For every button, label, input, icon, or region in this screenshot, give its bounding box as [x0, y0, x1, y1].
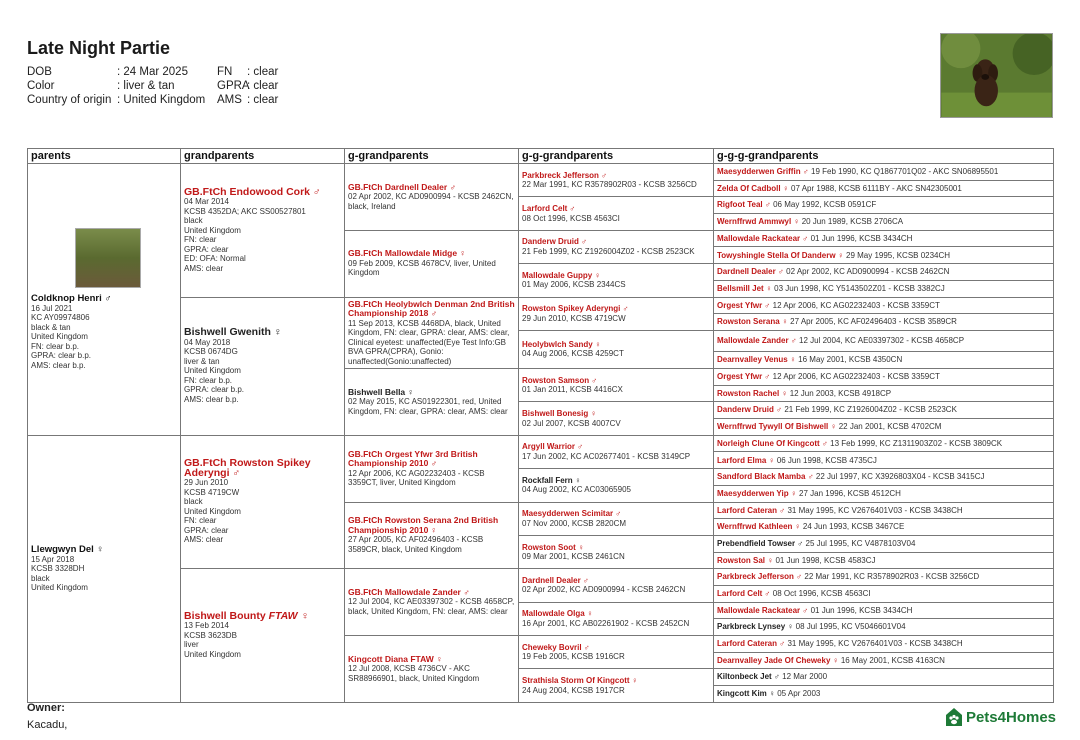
col-g-g-g-grandparents: g-g-g-grandparents — [714, 149, 1054, 164]
parent-name: Llewgwyn Del ♀ — [31, 544, 104, 555]
pedigree-row — [28, 164, 1054, 181]
g-grandparent-cell — [345, 435, 519, 502]
g-g-g-grandparent-details: 31 May 1995, KC V2676401V03 - KCSB 3438CH — [787, 505, 963, 515]
grandparent-cell — [181, 435, 345, 569]
owner-value: Kacadu, — [27, 719, 68, 731]
g-g-g-grandparent-cell — [714, 330, 1054, 351]
g-g-g-grandparent-name: Dardnell Dealer ♂ — [717, 267, 784, 277]
grandparent-details: 04 May 2018 KCSB 0674DG liver & tan United Kingdom FN: clear b.p. GPRA: clear b.p. AMS: clear b.p. — [184, 337, 245, 404]
g-g-g-grandparent-cell — [714, 230, 1054, 247]
g-g-g-grandparent-cell — [714, 652, 1054, 669]
g-g-g-grandparent-details: 01 Jun 1998, KCSB 4583CJ — [775, 555, 876, 565]
g-g-g-grandparent-details: 22 Mar 1991, KC R3578902R03 - KCSB 3256CD — [804, 572, 980, 582]
g-g-g-grandparent-cell — [714, 485, 1054, 502]
g-grandparent-name: GB.FtCh Heolybwlch Denman 2nd British Championship 2018 ♂ — [348, 298, 515, 318]
g-g-g-grandparent-details: 24 Jun 1993, KCSB 3467CE — [802, 522, 905, 532]
g-g-g-grandparent-name: Mallowdale Zander ♂ — [717, 336, 797, 346]
g-grandparent-details: 02 Apr 2002, KC AD0900994 - KCSB 2462CN, black, Ireland — [348, 192, 514, 211]
parent-cell — [28, 164, 181, 436]
g-g-g-grandparent-name: Orgest Yfwr ♂ — [717, 372, 771, 382]
fn-label: FN — [217, 66, 233, 78]
g-g-g-grandparent-details: 29 May 1995, KCSB 0234CH — [846, 250, 951, 260]
g-grandparent-name: GB.FtCh Dardnell Dealer ♂ — [348, 181, 456, 192]
g-g-g-grandparent-name: Mallowdale Rackatear ♂ — [717, 233, 809, 243]
g-g-grandparent-cell — [519, 569, 714, 602]
g-g-g-grandparent-details: 12 Jul 2004, KC AE03397302 - KCSB 4658CP — [799, 336, 965, 346]
g-g-g-grandparent-details: 12 Apr 2006, KC AG02232403 - KCSB 3359CT — [772, 372, 940, 382]
dog-photo — [940, 33, 1053, 118]
g-g-grandparent-cell — [519, 297, 714, 330]
g-g-grandparent-details: 29 Jun 2010, KCSB 4719CW — [522, 313, 626, 323]
g-g-g-grandparent-cell — [714, 197, 1054, 214]
g-grandparent-name: GB.FtCh Mallowdale Midge ♀ — [348, 248, 466, 259]
g-g-g-grandparent-cell — [714, 419, 1054, 436]
grandparent-cell — [181, 297, 345, 435]
g-g-g-grandparent-details: 12 Mar 2000 — [782, 672, 828, 682]
g-g-grandparent-name: Heolybwlch Sandy ♀ — [522, 339, 601, 349]
g-g-grandparent-details: 22 Mar 1991, KC R3578902R03 - KCSB 3256CD — [522, 180, 697, 190]
g-g-g-grandparent-name: Rowston Rachel ♀ — [717, 388, 788, 398]
g-g-g-grandparent-details: 12 Apr 2006, KC AG02232403 - KCSB 3359CT — [772, 300, 940, 310]
g-g-g-grandparent-details: 01 Jun 1996, KCSB 3434CH — [810, 233, 913, 243]
sire-photo — [75, 228, 141, 288]
g-g-g-grandparent-name: Larford Celt ♂ — [717, 589, 771, 599]
origin-label: Country of origin — [27, 94, 112, 106]
g-g-grandparent-cell — [519, 164, 714, 197]
g-grandparent-cell — [345, 569, 519, 636]
g-g-g-grandparent-details: 16 May 2001, KCSB 4350CN — [798, 355, 903, 365]
g-g-g-grandparent-cell — [714, 552, 1054, 569]
g-grandparent-name: GB.FtCh Orgest Yfwr 3rd British Championship 2010 ♂ — [348, 448, 478, 469]
g-g-grandparent-cell — [519, 669, 714, 702]
ams-value: : clear — [247, 94, 279, 106]
g-g-grandparent-name: Dardnell Dealer ♂ — [522, 575, 589, 585]
col-g-g-grandparents: g-g-grandparents — [519, 149, 714, 164]
g-g-g-grandparent-cell — [714, 469, 1054, 486]
g-g-g-grandparent-name: Wernffrwd Ammwyl ♀ — [717, 217, 800, 227]
g-g-grandparent-name: Parkbreck Jefferson ♂ — [522, 170, 608, 180]
g-grandparent-name: Bishwell Bella ♀ — [348, 386, 414, 397]
g-grandparent-name: GB.FtCh Mallowdale Zander ♂ — [348, 586, 470, 597]
g-g-g-grandparent-cell — [714, 180, 1054, 197]
g-g-g-grandparent-cell — [714, 402, 1054, 419]
g-g-g-grandparent-cell — [714, 314, 1054, 331]
g-g-g-grandparent-details: 01 Jun 1996, KCSB 3434CH — [810, 605, 913, 615]
g-grandparent-details: 12 Jul 2008, KCSB 4736CV - AKC SR88966901, black, United Kingdom — [348, 664, 480, 683]
gpra-value: : clear — [247, 80, 279, 92]
g-g-g-grandparent-name: Zelda Of Cadboll ♀ — [717, 183, 789, 193]
g-g-g-grandparent-cell — [714, 569, 1054, 586]
g-g-g-grandparent-details: 31 May 1995, KC V2676401V03 - KCSB 3438CH — [787, 639, 963, 649]
gpra-label: GPRA — [217, 80, 250, 92]
pedigree-row — [28, 297, 1054, 314]
g-g-g-grandparent-cell — [714, 502, 1054, 519]
g-g-g-grandparent-name: Bellsmill Jet ♀ — [717, 283, 772, 293]
grandparent-cell — [181, 164, 345, 298]
g-g-g-grandparent-details: 12 Jun 2003, KCSB 4918CP — [789, 388, 892, 398]
g-g-grandparent-details: 02 Jul 2007, KCSB 4007CV — [522, 418, 621, 428]
g-g-g-grandparent-details: 16 May 2001, KCSB 4163CN — [840, 655, 945, 665]
g-g-g-grandparent-name: Orgest Yfwr ♂ — [717, 300, 771, 310]
dob-label: DOB — [27, 66, 52, 78]
g-grandparent-cell — [345, 230, 519, 297]
g-g-g-grandparent-details: 05 Apr 2003 — [777, 689, 821, 699]
g-g-grandparent-details: 01 Jan 2011, KCSB 4416CX — [522, 385, 623, 395]
g-g-g-grandparent-cell — [714, 452, 1054, 469]
g-g-grandparent-cell — [519, 402, 714, 435]
dob-value: : 24 Mar 2025 — [117, 66, 188, 78]
g-g-grandparent-name: Rockfall Fern ♀ — [522, 475, 581, 485]
dog-info — [27, 65, 727, 107]
g-g-g-grandparent-cell — [714, 369, 1054, 386]
g-g-grandparent-cell — [519, 469, 714, 502]
g-g-g-grandparent-name: Prebendfield Towser ♂ — [717, 538, 804, 548]
g-g-grandparent-name: Rowston Samson ♂ — [522, 375, 598, 385]
g-g-grandparent-name: Argyll Warrior ♂ — [522, 442, 584, 452]
g-g-g-grandparent-details: 06 Jun 1998, KCSB 4735CJ — [776, 455, 877, 465]
g-grandparent-details: 11 Sep 2013, KCSB 4468DA, black, United Kingdom, FN: clear, GPRA: clear, AMS: clear, Clinical eyetest: unaffected(Eye Test Info:GB BVA GPRA(CPRA), Gonio: unaffected(Gonio:unaffected) — [348, 318, 510, 366]
g-g-grandparent-cell — [519, 330, 714, 368]
g-g-g-grandparent-details: 13 Feb 1999, KC Z1311903Z02 - KCSB 3809CK — [830, 438, 1003, 448]
g-g-grandparent-cell — [519, 636, 714, 669]
g-g-g-grandparent-details: 02 Apr 2002, KC AD0900994 - KCSB 2462CN — [786, 267, 950, 277]
owner-label: Owner: — [27, 702, 65, 714]
g-g-g-grandparent-name: Dearnvalley Jade Of Cheweky ♀ — [717, 655, 839, 665]
g-g-grandparent-details: 07 Nov 2000, KCSB 2820CM — [522, 518, 627, 528]
g-g-grandparent-details: 16 Apr 2001, KC AB02261902 - KCSB 2452CN — [522, 618, 690, 628]
g-g-g-grandparent-details: 21 Feb 1999, KC Z1926004Z02 - KCSB 2523CK — [784, 405, 957, 415]
g-g-grandparent-details: 09 Mar 2001, KCSB 2461CN — [522, 552, 625, 562]
brand-name: Pets4Homes — [965, 708, 1056, 726]
brand-logo[interactable] — [945, 707, 1056, 727]
grandparent-name: Endowood Cork ♂ — [229, 185, 321, 198]
g-g-grandparent-details: 21 Feb 1999, KC Z1926004Z02 - KCSB 2523CK — [522, 246, 695, 256]
g-g-g-grandparent-details: 03 Jun 1998, KC Y5143502Z01 - KCSB 3382CJ — [774, 283, 945, 293]
g-g-g-grandparent-details: 06 May 1992, KCSB 0591CF — [773, 200, 877, 210]
g-g-g-grandparent-name: Maesydderwen Griffin ♂ — [717, 167, 809, 177]
g-g-g-grandparent-cell — [714, 636, 1054, 653]
g-g-g-grandparent-cell — [714, 264, 1054, 281]
g-grandparent-cell — [345, 636, 519, 703]
g-grandparent-details: 09 Feb 2009, KCSB 4678CV, liver, United Kingdom — [348, 258, 496, 278]
g-g-g-grandparent-name: Larford Cateran ♂ — [717, 639, 786, 649]
g-g-grandparent-name: Maesydderwen Scimitar ♂ — [522, 509, 622, 519]
g-g-grandparent-details: 08 Oct 1996, KCSB 4563CI — [522, 213, 620, 223]
g-grandparent-cell — [345, 369, 519, 436]
grandparent-name: Bishwell Bounty — [184, 609, 266, 622]
parent-cell — [28, 435, 181, 702]
g-g-g-grandparent-cell — [714, 385, 1054, 402]
g-g-g-grandparent-cell — [714, 669, 1054, 686]
g-g-grandparent-name: Mallowdale Olga ♀ — [522, 609, 593, 619]
g-g-g-grandparent-name: Larford Elma ♀ — [717, 455, 775, 465]
g-grandparent-details: 27 Apr 2005, KC AF02496403 - KCSB 3589CR, black, United Kingdom — [348, 535, 484, 554]
g-grandparent-name: Kingcott Diana FTAW ♀ — [348, 653, 443, 664]
g-g-grandparent-name: Cheweky Bovril ♂ — [522, 642, 590, 652]
g-g-grandparent-name: Bishwell Bonesig ♀ — [522, 409, 597, 419]
parent-details: 16 Jul 2021 KC AY09974806 black & tan United Kingdom FN: clear b.p. GPRA: clear b.p. AMS: clear b.p. — [31, 303, 92, 370]
g-g-g-grandparent-cell — [714, 519, 1054, 536]
g-g-g-grandparent-cell — [714, 164, 1054, 181]
g-g-g-grandparent-name: Parkbreck Lynsey ♀ — [717, 622, 794, 632]
g-g-grandparent-details: 04 Aug 2006, KCSB 4259CT — [522, 349, 624, 359]
g-g-grandparent-details: 24 Aug 2004, KCSB 1917CR — [522, 685, 625, 695]
grandparent-details: 04 Mar 2014 KCSB 4352DA; AKC SS00527801 black United Kingdom FN: clear GPRA: clear ED: OFA: Normal AMS: clear — [184, 197, 306, 273]
g-g-g-grandparent-cell — [714, 585, 1054, 602]
g-g-g-grandparent-cell — [714, 535, 1054, 552]
grandparent-title — [184, 185, 341, 198]
g-g-g-grandparent-name: Norleigh Clune Of Kingcott ♂ — [717, 438, 828, 448]
g-g-g-grandparent-name: Sandford Black Mamba ♂ — [717, 472, 814, 482]
g-g-g-grandparent-cell — [714, 619, 1054, 636]
g-g-grandparent-cell — [519, 197, 714, 230]
g-g-g-grandparent-name: Kiltonbeck Jet ♂ — [717, 672, 780, 682]
g-g-g-grandparent-cell — [714, 686, 1054, 703]
grandparent-title — [184, 328, 341, 338]
g-grandparent-details: 12 Apr 2006, KC AG02232403 - KCSB 3359CT, liver, United Kingdom — [348, 468, 485, 488]
title-prefix: GB.FtCh — [184, 185, 227, 198]
g-g-g-grandparent-name: Maesydderwen Yip ♀ — [717, 488, 797, 498]
g-g-g-grandparent-name: Towyshingle Stella Of Danderw ♀ — [717, 250, 844, 260]
g-g-grandparent-details: 17 Jun 2002, KC AC02677401 - KCSB 3149CP — [522, 451, 691, 461]
g-grandparent-details: 12 Jul 2004, KC AE03397302 - KCSB 4658CP, black, United Kingdom, FN: clear, AMS: clear — [348, 597, 515, 616]
g-g-g-grandparent-name: Parkbreck Jefferson ♂ — [717, 572, 803, 582]
g-g-g-grandparent-details: 22 Jan 2001, KCSB 4702CM — [838, 422, 942, 432]
fn-value: : clear — [247, 66, 279, 78]
col-grandparents: grandparents — [181, 149, 345, 164]
pedigree-row — [28, 569, 1054, 586]
g-g-grandparent-details: 01 May 2006, KCSB 2344CS — [522, 280, 626, 290]
parent-details: 15 Apr 2018 KCSB 3328DH black United Kingdom — [31, 554, 88, 592]
col-g-grandparents: g-grandparents — [345, 149, 519, 164]
g-g-grandparent-details: 04 Aug 2002, KC AC03065905 — [522, 485, 631, 495]
g-g-g-grandparent-details: 25 Jul 1995, KC V4878103V04 — [805, 538, 916, 548]
g-g-g-grandparent-details: 08 Jul 1995, KC V5046601V04 — [795, 622, 906, 632]
g-g-g-grandparent-details: 19 Feb 1990, KC Q1867701Q02 - AKC SN06895501 — [811, 167, 999, 177]
dog-name: Late Night Partie — [27, 38, 171, 58]
g-g-grandparent-name: Strathisla Storm Of Kingcott ♀ — [522, 676, 638, 686]
g-g-g-grandparent-cell — [714, 280, 1054, 297]
g-g-g-grandparent-details: 27 Jan 1996, KCSB 4512CH — [799, 488, 901, 498]
grandparent-title — [184, 459, 341, 478]
g-g-g-grandparent-cell — [714, 297, 1054, 314]
g-g-g-grandparent-name: Mallowdale Rackatear ♂ — [717, 605, 809, 615]
g-g-g-grandparent-cell — [714, 435, 1054, 452]
g-g-grandparent-name: Mallowdale Guppy ♀ — [522, 270, 601, 280]
parent-name: Coldknop Henri ♂ — [31, 293, 112, 305]
g-g-g-grandparent-name: Dearnvalley Venus ♀ — [717, 355, 796, 365]
g-g-g-grandparent-details: 27 Apr 2005, KC AF02496403 - KCSB 3589CR — [790, 317, 957, 327]
col-parents: parents — [28, 149, 181, 164]
g-grandparent-cell — [345, 164, 519, 231]
g-g-g-grandparent-cell — [714, 602, 1054, 619]
grandparent-cell — [181, 569, 345, 703]
grandparent-details: 13 Feb 2014 KCSB 3623DB liver United Kingdom — [184, 621, 241, 659]
ams-label: AMS — [217, 94, 242, 106]
g-g-grandparent-cell — [519, 435, 714, 468]
g-g-g-grandparent-details: 20 Jun 1989, KCSB 2706CA — [801, 217, 904, 227]
g-g-g-grandparent-cell — [714, 352, 1054, 369]
title-suffix: FTAW ♀ — [268, 609, 309, 622]
g-grandparent-details: 02 May 2015, KC AS01922301, red, United Kingdom, FN: clear, GPRA: clear, AMS: clear — [348, 397, 508, 416]
g-g-grandparent-cell — [519, 369, 714, 402]
g-g-grandparent-cell — [519, 264, 714, 297]
paw-house-icon — [945, 707, 963, 727]
g-g-grandparent-name: Danderw Druid ♂ — [522, 237, 588, 247]
g-g-grandparent-cell — [519, 602, 714, 635]
pedigree-row — [28, 435, 1054, 452]
g-g-g-grandparent-name: Rowston Sal ♀ — [717, 555, 774, 565]
owner-section — [27, 702, 67, 731]
g-g-g-grandparent-name: Kingcott Kim ♀ — [717, 689, 775, 699]
g-g-grandparent-cell — [519, 535, 714, 568]
g-g-g-grandparent-name: Rigfoot Teal ♂ — [717, 200, 771, 210]
g-g-g-grandparent-cell — [714, 247, 1054, 264]
g-g-grandparent-cell — [519, 502, 714, 535]
g-grandparent-name: GB.FtCh Rowston Serana 2nd British Championship 2010 ♀ — [348, 515, 499, 535]
g-g-grandparent-details: 02 Apr 2002, KC AD0900994 - KCSB 2462CN — [522, 585, 686, 595]
g-grandparent-cell — [345, 502, 519, 569]
grandparent-name: Rowston Spikey Aderyngi ♂ — [184, 457, 311, 479]
g-g-g-grandparent-details: 07 Apr 1988, KCSB 6111BY - AKC SN42305001 — [791, 183, 962, 193]
g-g-grandparent-cell — [519, 230, 714, 263]
grandparent-name: Bishwell Gwenith ♀ — [184, 326, 282, 339]
dog-header — [27, 38, 727, 107]
g-g-g-grandparent-name: Wernffrwd Kathleen ♀ — [717, 522, 801, 532]
dog-photo-illustration — [941, 34, 1052, 117]
grandparent-details: 29 Jun 2010 KCSB 4719CW black United Kingdom FN: clear GPRA: clear AMS: clear — [184, 478, 241, 545]
g-g-g-grandparent-name: Rowston Serana ♀ — [717, 317, 788, 327]
g-g-g-grandparent-name: Wernffrwd Tywyll Of Bishwell ♀ — [717, 422, 837, 432]
g-g-grandparent-name: Rowston Spikey Aderyngi ♂ — [522, 304, 629, 314]
color-value: : liver & tan — [117, 80, 175, 92]
g-g-grandparent-name: Rowston Soot ♀ — [522, 542, 584, 552]
g-g-grandparent-name: Larford Celt ♂ — [522, 204, 576, 214]
g-g-g-grandparent-details: 08 Oct 1996, KCSB 4563CI — [772, 589, 871, 599]
g-g-g-grandparent-name: Larford Cateran ♂ — [717, 505, 786, 515]
g-g-g-grandparent-cell — [714, 214, 1054, 231]
grandparent-title — [184, 609, 341, 622]
pedigree-table — [27, 148, 1054, 703]
origin-value: : United Kingdom — [117, 94, 206, 106]
g-grandparent-cell — [345, 297, 519, 369]
g-g-grandparent-details: 19 Feb 2005, KCSB 1916CR — [522, 652, 625, 662]
g-g-g-grandparent-details: 22 Jul 1997, KC X3926803X04 - KCSB 3415CJ — [815, 472, 985, 482]
pedigree-header-row — [28, 149, 1054, 164]
title-prefix: GB.FtCh — [184, 457, 227, 470]
color-label: Color — [27, 80, 55, 92]
g-g-g-grandparent-name: Danderw Druid ♂ — [717, 405, 783, 415]
